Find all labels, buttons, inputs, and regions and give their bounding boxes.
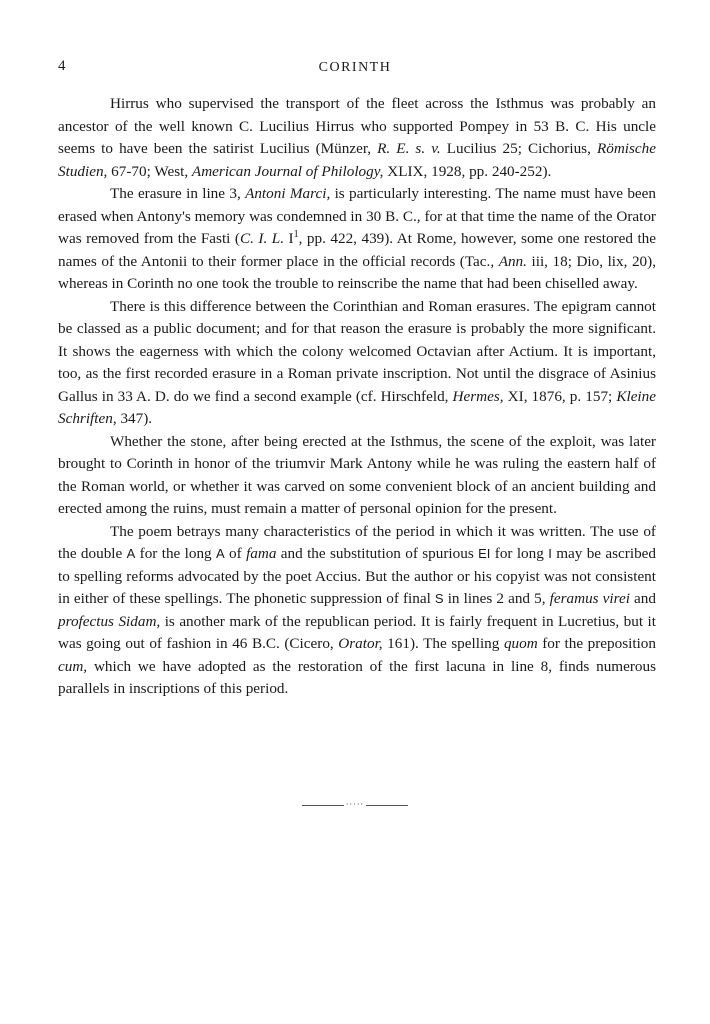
letter-form: EI — [478, 546, 491, 561]
citation-italic: Ann. — [498, 252, 527, 270]
text-run: 161). The spelling — [382, 635, 504, 652]
text-run: and the substitution of spurious — [276, 545, 479, 562]
letter-form: A — [216, 546, 225, 561]
text-run: is another mark of the republican period. It is fairly frequent in Lucretius, but it was going out of fashion in 46 B.C. (Cicero, — [58, 612, 656, 652]
paragraph-4: Whether the stone, after being erected at the Isthmus, the scene of the exploit, was later brought to Corinth in honor of the triumvir Mark Antony while he was ruling the eastern half of the Roman world, or whether it was carved on some convenient block of an ancient building and erected among the ruins, must remain a matter of personal opinion for the present. — [58, 432, 656, 517]
running-head: CORINTH — [318, 60, 392, 75]
text-run: and — [629, 590, 656, 607]
text-run: I — [284, 230, 294, 247]
text-run: for the long — [135, 545, 217, 562]
text-run: Hirrus who supervised the transport of the fleet across the Isthmus was probably an ancestor of the well known C. Lucilius Hirrus who supported Pompey in 53 B. C. His uncle seems to have been the satirist Lucilius (Münzer, — [58, 95, 656, 157]
text-run: for long — [490, 545, 549, 562]
citation-italic: quom — [503, 635, 538, 652]
letter-form: A — [126, 546, 136, 561]
text-run: There is this difference between the Corinthian and Roman erasures. The epigram cannot be classed as a public document; and for that reason the erasure is probably the more significant. It shows the eagerness with which the colony welcomed Octavian after Actium. It is important, too, as the first recorded erasure in a Roman private inscription. Not until the disgrace of Asinius Gallus in 33 A. D. do we find a second example (cf. Hirschfeld, — [58, 297, 656, 405]
superscript: 1 — [293, 228, 299, 240]
text-run: is particularly interesting. The name must have been erased when Antony's memory was condemned in 30 B. C., for at that time the name of the Orator was removed from the Fasti ( — [58, 185, 656, 247]
ornament-dots: ····· — [345, 800, 365, 809]
citation-italic: Kleine Schriften, — [58, 387, 656, 427]
text-run: The erasure in line 3, — [110, 185, 246, 202]
paragraph-1 — [58, 93, 656, 183]
text-run: which we have adopted as the restoration of the first lacuna in line 8, finds numerous parallels in inscriptions of this period. — [58, 657, 656, 697]
citation-italic: C. I. L. — [239, 230, 285, 247]
page-number: 4 — [58, 58, 66, 74]
citation-italic: American Journal of Philology, — [191, 162, 384, 180]
text-run: 347). — [116, 410, 153, 427]
citation-italic: Orator, — [338, 635, 383, 652]
text-run: of — [224, 545, 247, 562]
text-run: Lucilius 25; Cichorius, — [440, 140, 597, 157]
paragraph-3 — [58, 296, 656, 431]
text-run: 67-70; West, — [107, 162, 192, 180]
citation-italic: Römische Studien, — [58, 140, 656, 180]
citation-italic: cum, — [58, 657, 88, 675]
section-end-ornament — [302, 800, 408, 809]
text-run: , pp. 422, 439). At Rome, however, some one restored the names of the Antonii to their former place in the official records (Tac., — [58, 230, 657, 270]
ornament-rule-right — [366, 805, 408, 806]
citation-italic: fama — [246, 545, 277, 562]
text-run: in lines 2 and 5, — [443, 590, 550, 607]
ornament-rule-left — [302, 805, 344, 806]
text-run: may be ascribed to spelling reforms advocated by the poet Accius. But the author or his copyist was not consistent in either of these spellings. The phonetic suppression of final — [58, 545, 656, 607]
citation-italic: feramus virei — [549, 590, 630, 607]
text-run: for the preposition — [537, 635, 656, 652]
text-run: XI, 1876, p. 157; — [503, 387, 617, 405]
text-run: The poem betrays many characteristics of the period in which it was written. The use of the double — [58, 522, 656, 562]
paragraph-5 — [58, 521, 656, 701]
body-text — [58, 93, 656, 701]
letter-form: S — [434, 591, 444, 606]
text-run: iii, 18; Dio, lix, 20), whereas in Corinth no one took the trouble to reinscribe the name that had been chiselled away. — [58, 252, 657, 292]
citation-italic: Hermes, — [452, 387, 504, 405]
citation-italic: profectus Sidam, — [58, 612, 161, 630]
citation-italic: Antoni Marci, — [245, 185, 331, 202]
paragraph-2 — [58, 183, 656, 296]
citation-italic: R. E. s. v. — [377, 140, 441, 157]
letter-form: I — [548, 546, 552, 561]
text-run: XLIX, 1928, pp. 240-252). — [383, 162, 552, 180]
